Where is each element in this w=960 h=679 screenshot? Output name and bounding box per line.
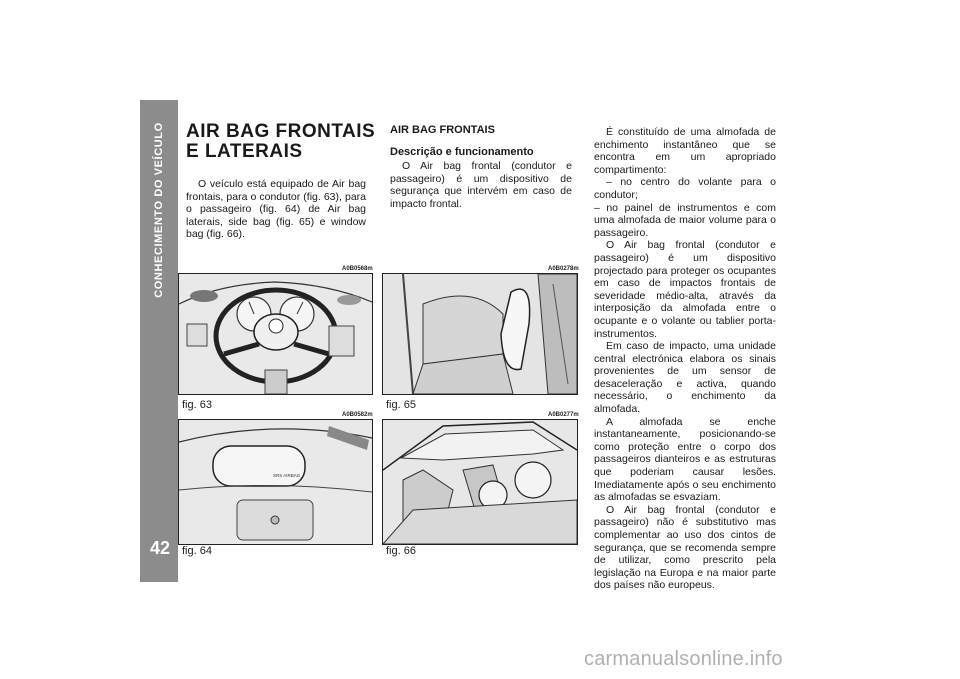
passenger-airbag-illustration	[179, 420, 372, 544]
section-heading: AIR BAG FRONTAIS	[390, 124, 495, 136]
figure-caption: fig. 66	[386, 545, 416, 557]
watermark: carmanualsonline.info	[584, 648, 783, 670]
list-item: – no centro do volante para o condutor;	[594, 176, 776, 201]
page-number: 42	[149, 538, 171, 558]
paragraph: O Air bag frontal (condutor e passageiro) é um dispositivo projectado para proteger os ocupantes em caso de impactos frontais de severidade médio-alta, através da interposição da almofada entre o ocupante e o volante ou tablier porta-instrumentos.	[594, 239, 776, 340]
page-title-line2: E LATERAIS	[186, 141, 303, 162]
window-bag-illustration	[383, 420, 577, 544]
page-title-line1: AIR BAG FRONTAIS	[186, 121, 376, 142]
column-middle	[390, 124, 572, 211]
page-title	[186, 122, 375, 162]
figure-dashboard	[178, 419, 373, 545]
paragraph: Em caso de impacto, uma unidade central electrónica elabora os sinais provenientes de um sensor de desaceleração e activa, quando necessário, o enchimento da almofada.	[594, 340, 776, 416]
figure-side-bag	[382, 273, 578, 395]
paragraph: O Air bag frontal (condutor e passageiro) é um dispositivo de segurança que intervém em caso de impacto frontal.	[390, 160, 572, 210]
figure-code: A0B0278m	[548, 266, 579, 272]
figure-code: A0B0277m	[548, 412, 579, 418]
steering-wheel-illustration	[179, 274, 372, 394]
list-item: – no painel de instrumentos e com uma almofada de maior volume para o passageiro.	[594, 201, 776, 239]
figure-code: A0B0582m	[342, 412, 373, 418]
paragraph: O Air bag frontal (condutor e passageiro) não é substitutivo mas complementar ao uso dos cintos de segurança, que se recomenda sempre de utilizar, como prescrito pela legislação na Europa e na maior parte dos países não europeus.	[594, 503, 776, 592]
figure-caption: fig. 63	[182, 399, 212, 411]
figure-caption: fig. 65	[386, 399, 416, 411]
subsection-heading: Descrição e funcionamento	[390, 145, 534, 158]
column-right	[594, 126, 776, 592]
paragraph: A almofada se enche instantaneamente, posicionando-se como proteção entre o corpo dos passageiros dianteiros e as estruturas que poderiam causar lesões. Imediatamente após o seu enchimento as almofadas se esvaziam.	[594, 415, 776, 504]
figure-window-bag	[382, 419, 578, 545]
section-title: CONHECIMENTO DO VEÍCULO	[153, 122, 165, 298]
section-tab	[140, 100, 178, 320]
srs-airbag-label: SRS AIRBAG	[273, 473, 301, 478]
figure-code: A0B0568m	[342, 266, 373, 272]
intro-paragraph: O veículo está equipado de Air bag frontais, para o condutor (fig. 63), para o passageiro (fig. 64) de Air bag laterais, side bag (fig. 65) e window bag (fig. 66).	[186, 178, 366, 241]
side-bag-illustration	[383, 274, 577, 394]
paragraph: É constituído de uma almofada de enchimento instantâneo que se encontra em um apropriado compartimento:	[594, 126, 776, 176]
column-intro	[186, 178, 366, 241]
figure-steering-wheel	[178, 273, 373, 395]
figure-caption: fig. 64	[182, 545, 212, 557]
